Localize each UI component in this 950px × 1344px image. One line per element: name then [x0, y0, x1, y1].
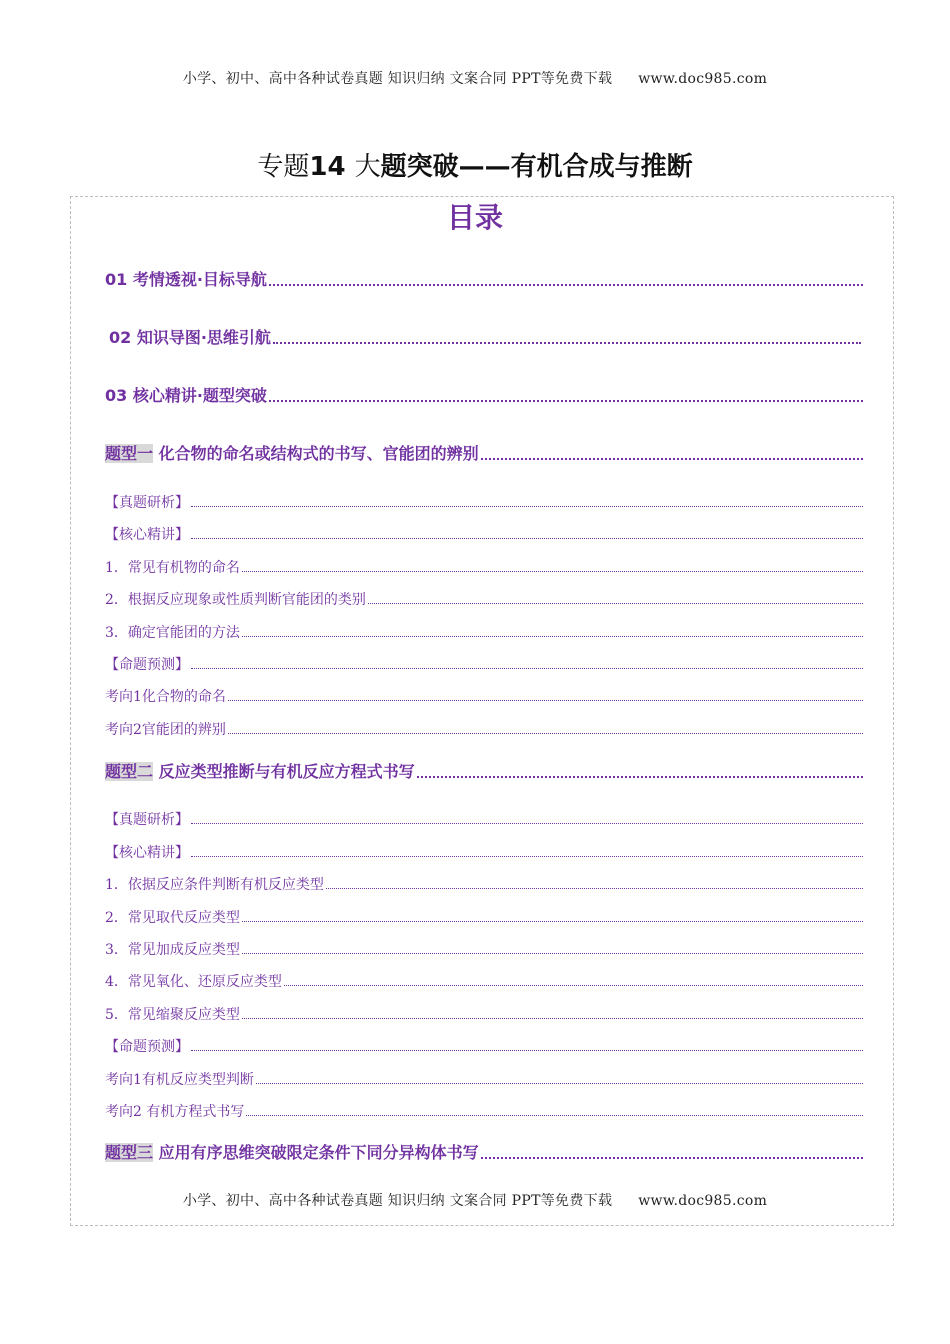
toc-subitem[interactable]: 【命题预测】 — [105, 652, 863, 674]
footer-text: 小学、初中、高中各种试卷真题 知识归纳 文案合同 PPT等免费下载 — [182, 1193, 613, 1209]
toc-heading: 目录 — [446, 201, 503, 234]
toc-subitem[interactable]: 3．常见加成反应类型 — [105, 937, 863, 959]
page-title: 专题14 大题突破——有机合成与推断 — [257, 152, 693, 182]
toc-subitem[interactable]: 考向2 有机方程式书写 — [105, 1099, 863, 1121]
dot-leader — [269, 400, 863, 402]
toc-subitem[interactable]: 1．常见有机物的命名 — [105, 555, 863, 577]
toc-subitem[interactable]: 5．常见缩聚反应类型 — [105, 1002, 863, 1024]
toc-subitem[interactable]: 考向1化合物的命名 — [105, 684, 863, 706]
footer-site[interactable]: www.doc985.com — [638, 1193, 768, 1209]
toc-subitem[interactable]: 【真题研析】 — [105, 807, 863, 829]
toc-subitem[interactable]: 1．依据反应条件判断有机反应类型 — [105, 872, 863, 894]
toc-section-2[interactable]: 题型二 反应类型推断与有机反应方程式书写 — [105, 760, 863, 782]
toc-section-1[interactable]: 题型一 化合物的命名或结构式的书写、官能团的辨别 — [105, 442, 863, 464]
toc-item-02[interactable]: 02 知识导图·思维引航 — [109, 326, 861, 348]
toc-subitem[interactable]: 考向2官能团的辨别 — [105, 717, 863, 739]
toc-subitem[interactable]: 【核心精讲】 — [105, 840, 863, 862]
toc-section-3[interactable]: 题型三 应用有序思维突破限定条件下同分异构体书写 — [105, 1141, 863, 1163]
toc-subitem[interactable]: 【核心精讲】 — [105, 522, 863, 544]
toc-item-01[interactable]: 01 考情透视·目标导航 — [105, 268, 863, 290]
page-header — [0, 68, 950, 88]
toc-item-03[interactable]: 03 核心精讲·题型突破 — [105, 384, 863, 406]
page-footer — [0, 1190, 950, 1210]
dot-leader — [481, 1157, 863, 1159]
toc-subitem[interactable]: 考向1有机反应类型判断 — [105, 1067, 863, 1089]
toc-subitem[interactable]: 2．常见取代反应类型 — [105, 905, 863, 927]
dot-leader — [273, 342, 861, 344]
toc-subitem[interactable]: 【真题研析】 — [105, 490, 863, 512]
toc-subitem[interactable]: 【命题预测】 — [105, 1034, 863, 1056]
header-site[interactable]: www.doc985.com — [638, 71, 768, 87]
toc-subitem[interactable]: 2．根据反应现象或性质判断官能团的类别 — [105, 587, 863, 609]
dot-leader — [481, 458, 863, 460]
toc-subitem[interactable]: 4．常见氧化、还原反应类型 — [105, 969, 863, 991]
dot-leader — [417, 776, 863, 778]
header-text: 小学、初中、高中各种试卷真题 知识归纳 文案合同 PPT等免费下载 — [182, 71, 613, 87]
dot-leader — [269, 284, 863, 286]
toc-subitem[interactable]: 3．确定官能团的方法 — [105, 620, 863, 642]
